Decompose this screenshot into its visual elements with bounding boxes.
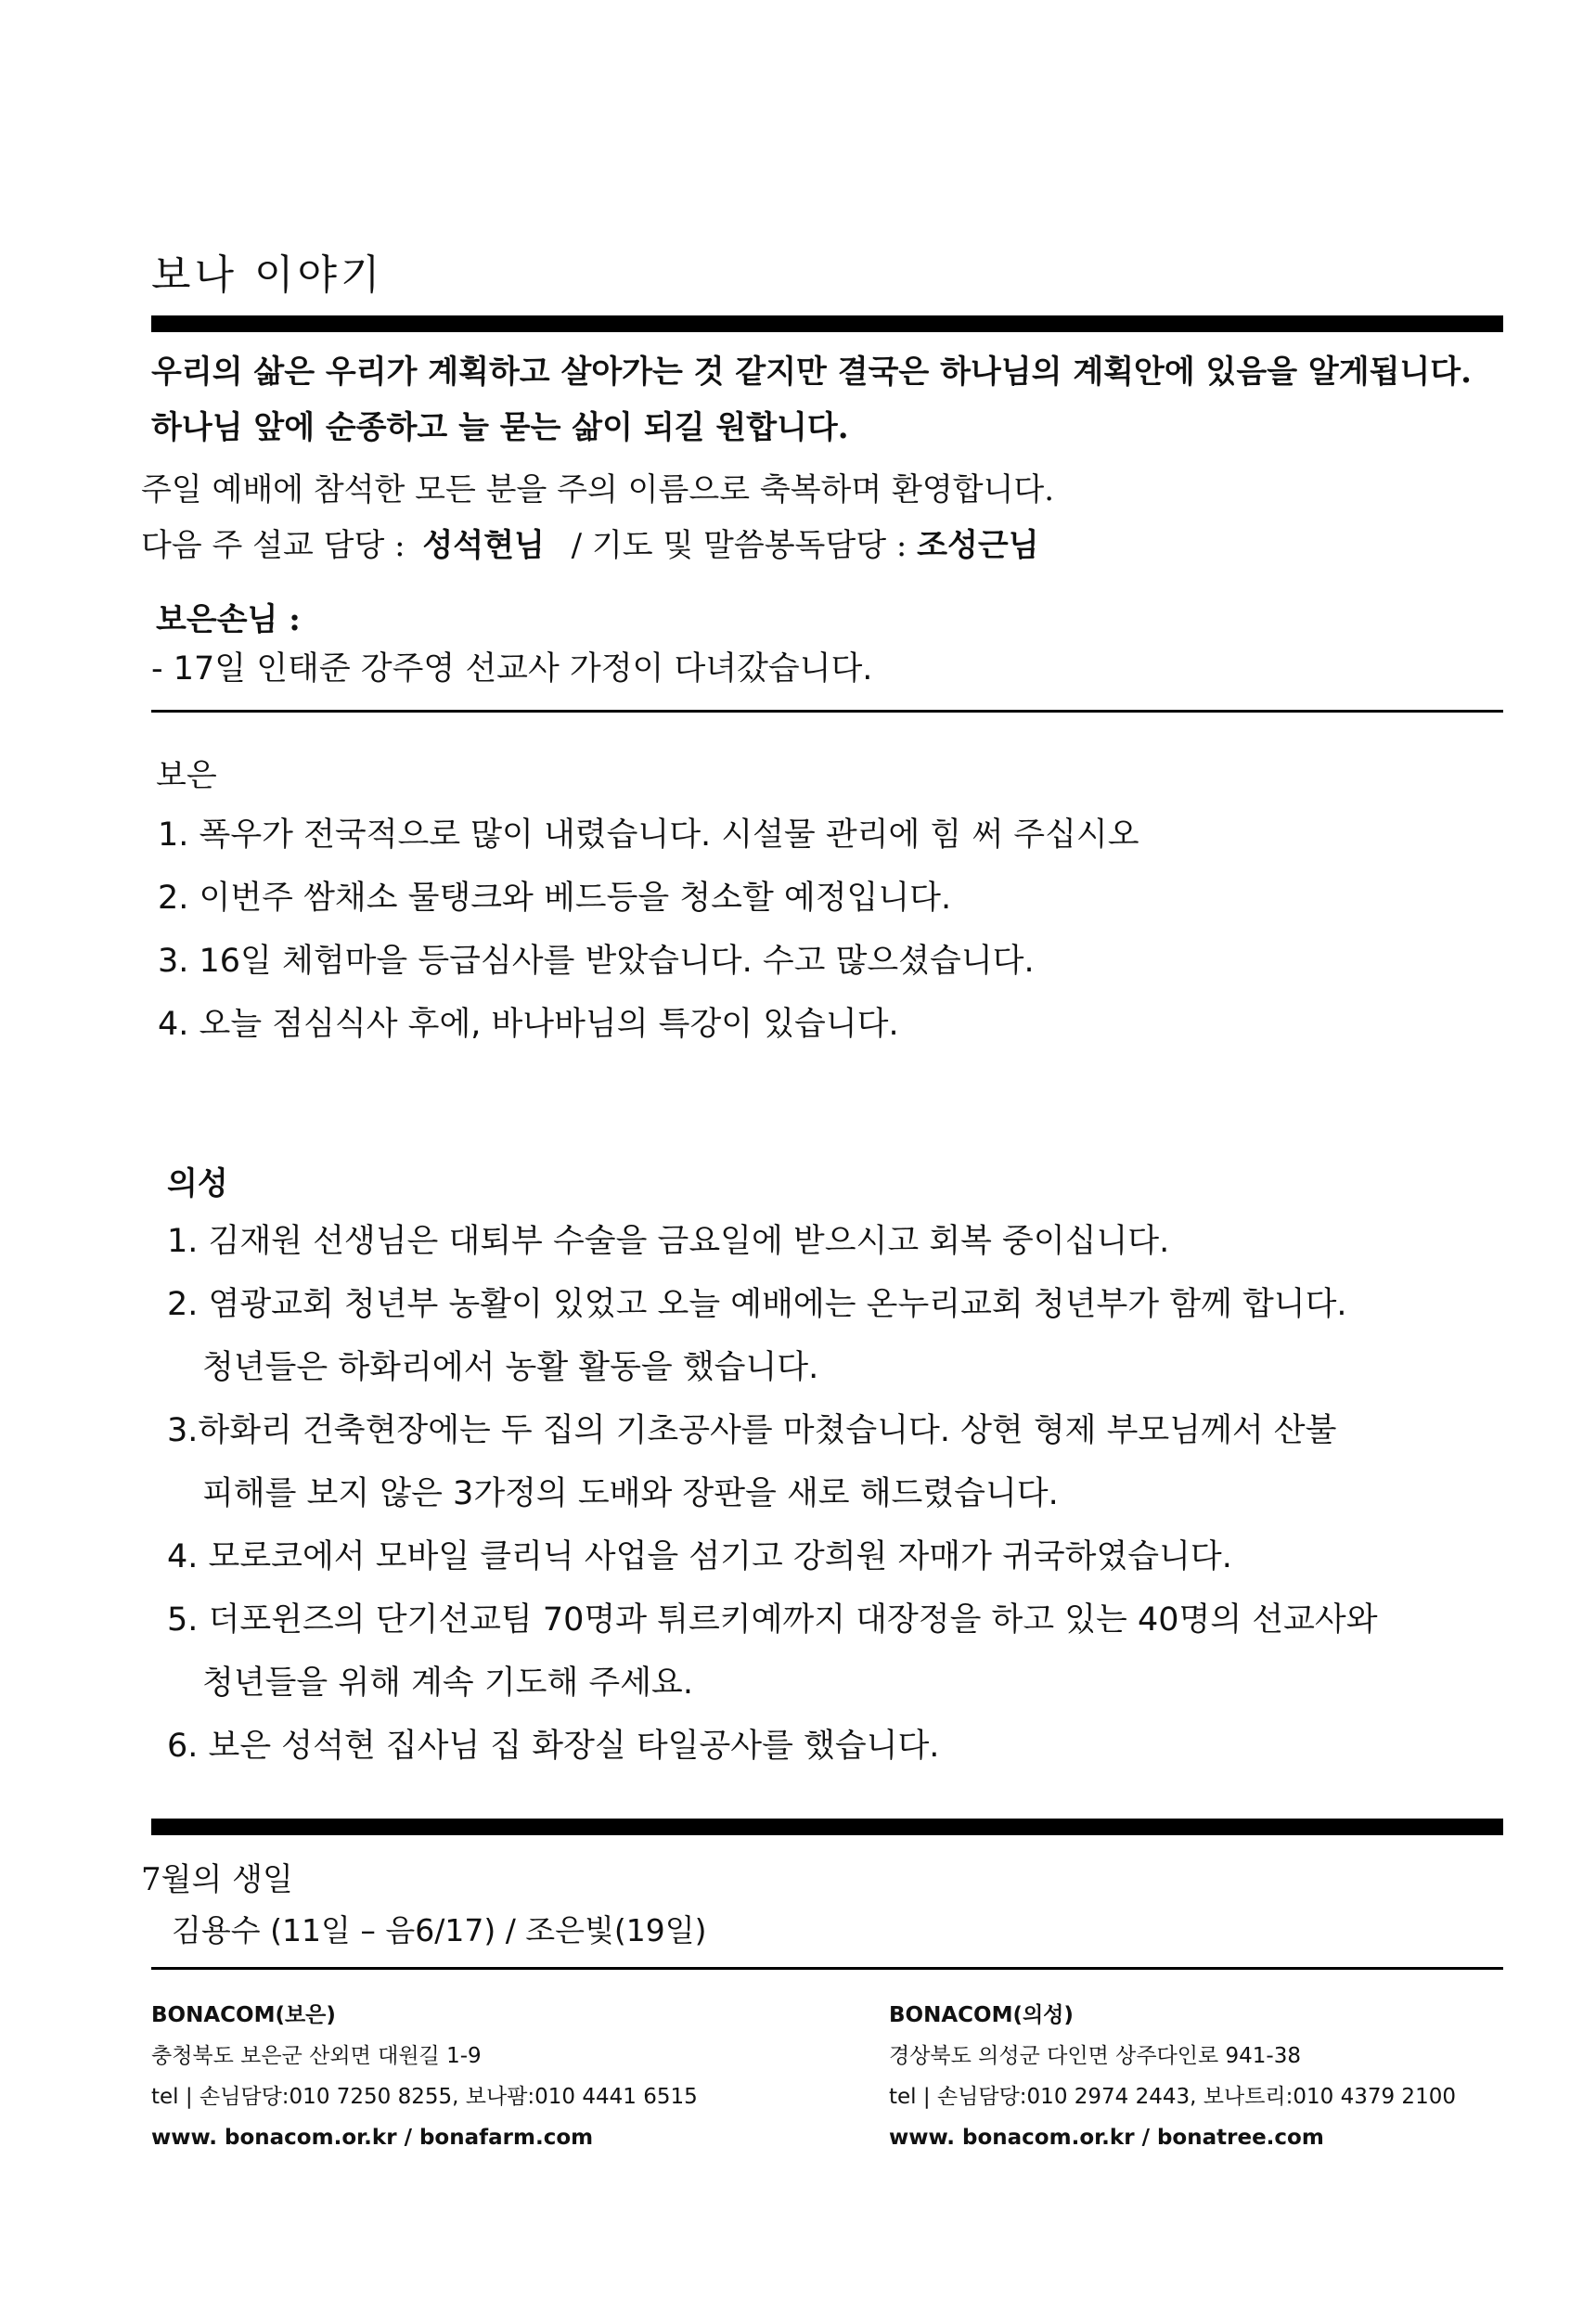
footer-uiseong-name: BONACOM(의성) [889,2003,1074,2027]
uiseong-line: 2. 염광교회 청년부 농활이 있었고 오늘 예배에는 온누리교회 청년부가 함께 합니다. [167,1286,1347,1323]
page-title: 보나 이야기 [151,251,384,299]
uiseong-line: 1. 김재원 선생님은 대퇴부 수술을 금요일에 받으시고 회복 중이십니다. [167,1223,1170,1260]
uiseong-heading: 의성 [167,1165,228,1202]
footer-boeun-web[interactable]: www. bonacom.or.kr / bonafarm.com [151,2126,594,2150]
boeun-heading: 보은 [156,757,217,794]
footer-boeun-tel: tel | 손님담당:010 7250 8255, 보나팜:010 4441 6515 [151,2085,698,2109]
guests-item: - 17일 인태준 강주영 선교사 가정이 다녀갔습니다. [151,650,873,688]
next-week-prefix: 다음 주 설교 담당 : [141,527,405,564]
next-week-reader: 조성근님 [917,527,1039,564]
boeun-item: 2. 이번주 쌈채소 물탱크와 베드등을 청소할 예정입니다. [158,880,952,917]
footer-uiseong-web[interactable]: www. bonacom.or.kr / bonatree.com [889,2126,1324,2150]
footer-divider [151,1967,1503,1970]
uiseong-line: 3.하화리 건축현장에는 두 집의 기초공사를 마쳤습니다. 상현 형제 부모님께서 산불 [167,1412,1337,1449]
boeun-item: 1. 폭우가 전국적으로 많이 내렸습니다. 시설물 관리에 힘 써 주십시오 [158,816,1139,854]
birthday-list: 김용수 (11일 – 음6/17) / 조은빛(19일) [172,1912,707,1948]
birthday-divider [151,1819,1503,1835]
uiseong-line: 4. 모로코에서 모바일 클리닉 사업을 섬기고 강희원 자매가 귀국하였습니다. [167,1538,1232,1575]
next-week-line [141,520,1039,565]
section-divider [151,710,1503,713]
uiseong-line: 피해를 보지 않은 3가정의 도배와 장판을 새로 해드렸습니다. [202,1475,1059,1512]
title-divider [151,315,1503,332]
intro-line-1: 우리의 삶은 우리가 계획하고 살아가는 것 같지만 결국은 하나님의 계획안에 있음을 알게됩니다. [151,354,1472,391]
footer-uiseong [889,1995,1456,2158]
boeun-item: 3. 16일 체험마을 등급심사를 받았습니다. 수고 많으셨습니다. [158,943,1035,980]
boeun-item: 4. 오늘 점심식사 후에, 바나바님의 특강이 있습니다. [158,1006,899,1043]
uiseong-line: 청년들은 하화리에서 농활 활동을 했습니다. [202,1349,819,1386]
intro-line-2: 하나님 앞에 순종하고 늘 묻는 삶이 되길 원합니다. [151,409,849,446]
footer-boeun-address: 충청북도 보은군 산외면 대원길 1-9 [151,2044,482,2068]
uiseong-line: 5. 더포윈즈의 단기선교팀 70명과 튀르키예까지 대장정을 하고 있는 40명의 선교사와 [167,1601,1378,1639]
footer-uiseong-tel: tel | 손님담당:010 2974 2443, 보나트리:010 4379 2100 [889,2085,1456,2109]
guests-heading: 보은손님 : [156,601,301,638]
uiseong-line: 6. 보은 성석현 집사님 집 화장실 타일공사를 했습니다. [167,1728,940,1765]
welcome-text: 주일 예배에 참석한 모든 분을 주의 이름으로 축복하며 환영합니다. [141,471,1055,508]
birthday-heading: 7월의 생일 [141,1861,293,1898]
footer-boeun [151,1995,698,2158]
next-week-preacher: 성석현님 [422,527,545,564]
footer-uiseong-address: 경상북도 의성군 다인면 상주다인로 941-38 [889,2044,1301,2068]
uiseong-line: 청년들을 위해 계속 기도해 주세요. [202,1665,693,1702]
footer-boeun-name: BONACOM(보은) [151,2003,336,2027]
next-week-middle: / 기도 및 말씀봉독담당 : [571,527,907,564]
